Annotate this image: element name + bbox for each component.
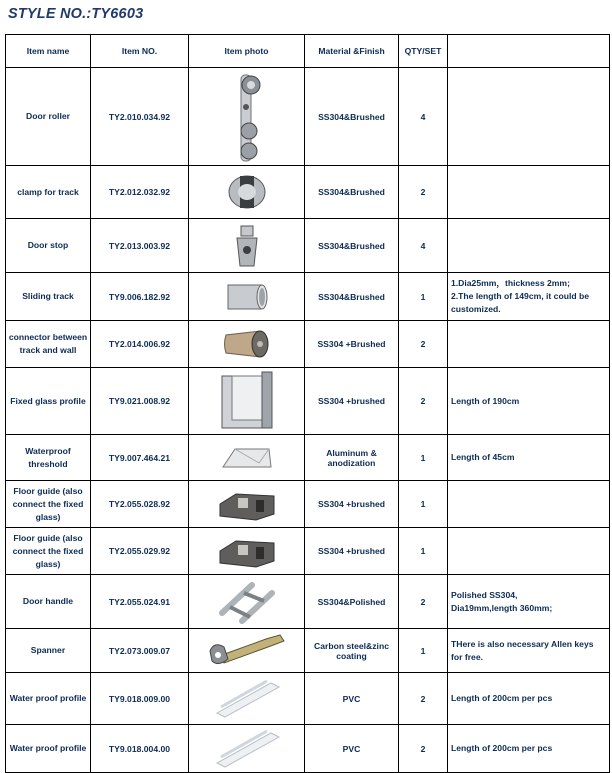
notes-cell: [448, 481, 610, 528]
item-photo-cell: [189, 368, 305, 435]
item-photo-cell: [189, 725, 305, 773]
item-photo-cell: [189, 219, 305, 273]
notes-cell: Length of 200cm per pcs: [448, 673, 610, 725]
item-no-cell: TY9.006.182.92: [91, 273, 189, 321]
notes-cell: Length of 200cm per pcs: [448, 725, 610, 773]
notes-cell: Length of 190cm: [448, 368, 610, 435]
door-roller-icon: [189, 71, 304, 163]
page-title: STYLE NO.:TY6603: [8, 6, 144, 22]
header-notes: [448, 35, 610, 68]
notes-cell: [448, 219, 610, 273]
item-photo-cell: [189, 673, 305, 725]
item-no-cell: TY9.018.009.00: [91, 673, 189, 725]
material-cell: SS304&Polished: [305, 575, 399, 629]
item-name-cell: Floor guide (also connect the fixed glass): [6, 481, 91, 528]
qty-cell: 1: [399, 481, 448, 528]
item-name-cell: Door roller: [6, 68, 91, 166]
item-photo-cell: [189, 629, 305, 673]
door-handle-icon: [189, 579, 304, 625]
material-cell: SS304 +brushed: [305, 368, 399, 435]
material-cell: PVC: [305, 725, 399, 773]
table-row: [6, 629, 610, 673]
notes-cell: Polished SS304, Dia19mm,length 360mm;: [448, 575, 610, 629]
material-cell: PVC: [305, 673, 399, 725]
item-photo-cell: [189, 273, 305, 321]
item-photo-cell: [189, 68, 305, 166]
sliding-track-icon: [189, 281, 304, 313]
parts-table: [5, 34, 610, 773]
item-no-cell: TY2.055.024.91: [91, 575, 189, 629]
item-no-cell: TY2.012.032.92: [91, 166, 189, 219]
material-cell: SS304 +Brushed: [305, 321, 399, 368]
table-row: [6, 481, 610, 528]
table-row: [6, 673, 610, 725]
header-item-no: Item NO.: [91, 35, 189, 68]
table-header-row: [6, 35, 610, 68]
table-row: [6, 166, 610, 219]
material-cell: Aluminum & anodization: [305, 435, 399, 481]
item-photo-cell: [189, 528, 305, 575]
table-row: [6, 273, 610, 321]
notes-cell: [448, 321, 610, 368]
item-no-cell: TY9.007.464.21: [91, 435, 189, 481]
table-row: [6, 68, 610, 166]
qty-cell: 1: [399, 528, 448, 575]
qty-cell: 1: [399, 273, 448, 321]
item-no-cell: TY2.014.006.92: [91, 321, 189, 368]
table-row: [6, 528, 610, 575]
table-row: [6, 321, 610, 368]
floor-guide-icon: [189, 484, 304, 524]
qty-cell: 2: [399, 725, 448, 773]
material-cell: SS304&Brushed: [305, 273, 399, 321]
qty-cell: 2: [399, 321, 448, 368]
item-photo-cell: [189, 321, 305, 368]
material-cell: SS304&Brushed: [305, 68, 399, 166]
connector-icon: [189, 327, 304, 361]
glass-profile-icon: [189, 370, 304, 432]
qty-cell: 2: [399, 368, 448, 435]
item-photo-cell: [189, 481, 305, 528]
item-no-cell: TY2.055.028.92: [91, 481, 189, 528]
spanner-icon: [189, 631, 304, 671]
qty-cell: 2: [399, 575, 448, 629]
item-no-cell: TY2.013.003.92: [91, 219, 189, 273]
notes-cell: Length of 45cm: [448, 435, 610, 481]
material-cell: SS304&Brushed: [305, 219, 399, 273]
qty-cell: 2: [399, 166, 448, 219]
table-row: [6, 435, 610, 481]
material-cell: SS304 +brushed: [305, 528, 399, 575]
item-name-cell: connector between track and wall: [6, 321, 91, 368]
item-no-cell: TY9.018.004.00: [91, 725, 189, 773]
table-row: [6, 368, 610, 435]
item-name-cell: Spanner: [6, 629, 91, 673]
header-item-photo: Item photo: [189, 35, 305, 68]
qty-cell: 2: [399, 673, 448, 725]
threshold-icon: [189, 443, 304, 473]
notes-cell: THere is also necessary Allen keys for free.: [448, 629, 610, 673]
header-item-name: Item name: [6, 35, 91, 68]
water-profile-icon: [189, 727, 304, 771]
material-cell: SS304 +brushed: [305, 481, 399, 528]
item-name-cell: clamp for track: [6, 166, 91, 219]
item-name-cell: Door handle: [6, 575, 91, 629]
clamp-icon: [189, 172, 304, 212]
item-no-cell: TY2.073.009.07: [91, 629, 189, 673]
notes-cell: [448, 528, 610, 575]
item-name-cell: Fixed glass profile: [6, 368, 91, 435]
water-profile-icon: [189, 677, 304, 721]
qty-cell: 1: [399, 435, 448, 481]
item-name-cell: Floor guide (also connect the fixed glass): [6, 528, 91, 575]
floor-guide-icon: [189, 531, 304, 571]
header-material: Material &Finish: [305, 35, 399, 68]
notes-cell: 1.Dia25mm，thickness 2mm; 2.The length of 149cm, it could be customized.: [448, 273, 610, 321]
table-row: [6, 725, 610, 773]
item-no-cell: TY2.010.034.92: [91, 68, 189, 166]
qty-cell: 4: [399, 68, 448, 166]
item-no-cell: TY9.021.008.92: [91, 368, 189, 435]
item-name-cell: Waterproof threshold: [6, 435, 91, 481]
item-photo-cell: [189, 575, 305, 629]
item-name-cell: Sliding track: [6, 273, 91, 321]
item-photo-cell: [189, 166, 305, 219]
notes-cell: [448, 68, 610, 166]
material-cell: SS304&Brushed: [305, 166, 399, 219]
qty-cell: 4: [399, 219, 448, 273]
door-stop-icon: [189, 224, 304, 268]
item-name-cell: Water proof profile: [6, 673, 91, 725]
table-row: [6, 219, 610, 273]
qty-cell: 1: [399, 629, 448, 673]
notes-cell: [448, 166, 610, 219]
item-name-cell: Door stop: [6, 219, 91, 273]
item-photo-cell: [189, 435, 305, 481]
item-name-cell: Water proof profile: [6, 725, 91, 773]
item-no-cell: TY2.055.029.92: [91, 528, 189, 575]
table-row: [6, 575, 610, 629]
material-cell: Carbon steel&zinc coating: [305, 629, 399, 673]
header-qty: QTY/SET: [399, 35, 448, 68]
